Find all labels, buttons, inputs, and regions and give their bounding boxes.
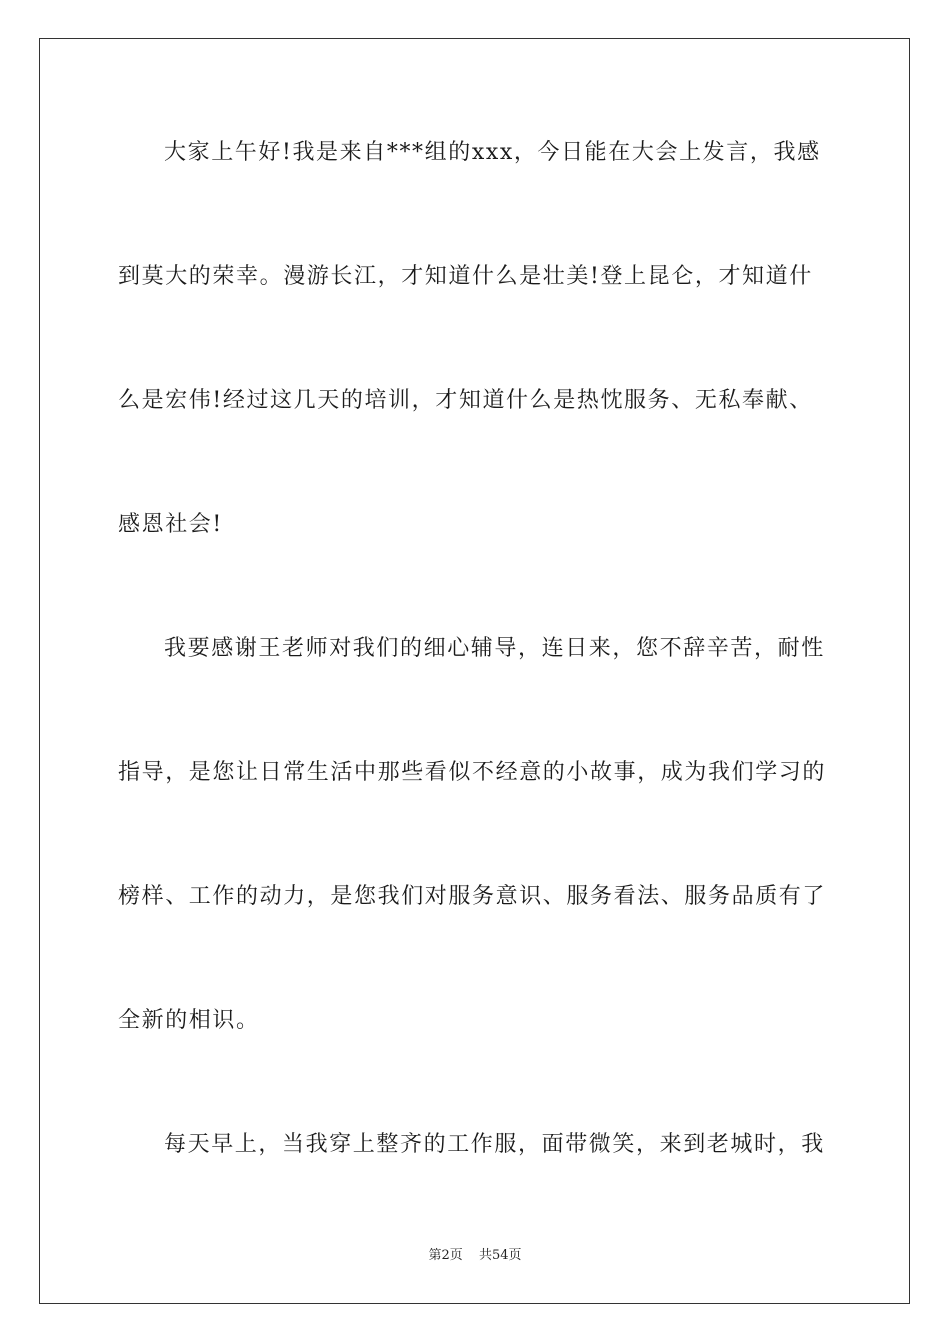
paragraph-2-line-4: 全新的相识。: [118, 1008, 260, 1033]
page-total: 共54页: [478, 1248, 522, 1263]
paragraph-3-line-1: 每天早上，当我穿上整齐的工作服，面带微笑，来到老城时，我: [164, 1132, 825, 1157]
page-border: [39, 38, 910, 1304]
paragraph-2-line-1: 我要感谢王老师对我们的细心辅导，连日来，您不辞辛苦，耐性: [164, 636, 825, 661]
page-number: 第2页: [428, 1248, 463, 1263]
paragraph-1-line-3: 么是宏伟!经过这几天的培训，才知道什么是热忱服务、无私奉献、: [118, 388, 813, 413]
paragraph-1-line-1: 大家上午好!我是来自***组的xxx，今日能在大会上发言，我感: [164, 140, 821, 165]
paragraph-1-line-4: 感恩社会!: [118, 512, 223, 537]
page-footer: [0, 1247, 950, 1265]
paragraph-1-line-2: 到莫大的荣幸。漫游长江，才知道什么是壮美!登上昆仑，才知道什: [118, 264, 813, 289]
paragraph-2-line-2: 指导，是您让日常生活中那些看似不经意的小故事，成为我们学习的: [118, 760, 827, 785]
paragraph-2-line-3: 榜样、工作的动力，是您我们对服务意识、服务看法、服务品质有了: [118, 884, 827, 909]
